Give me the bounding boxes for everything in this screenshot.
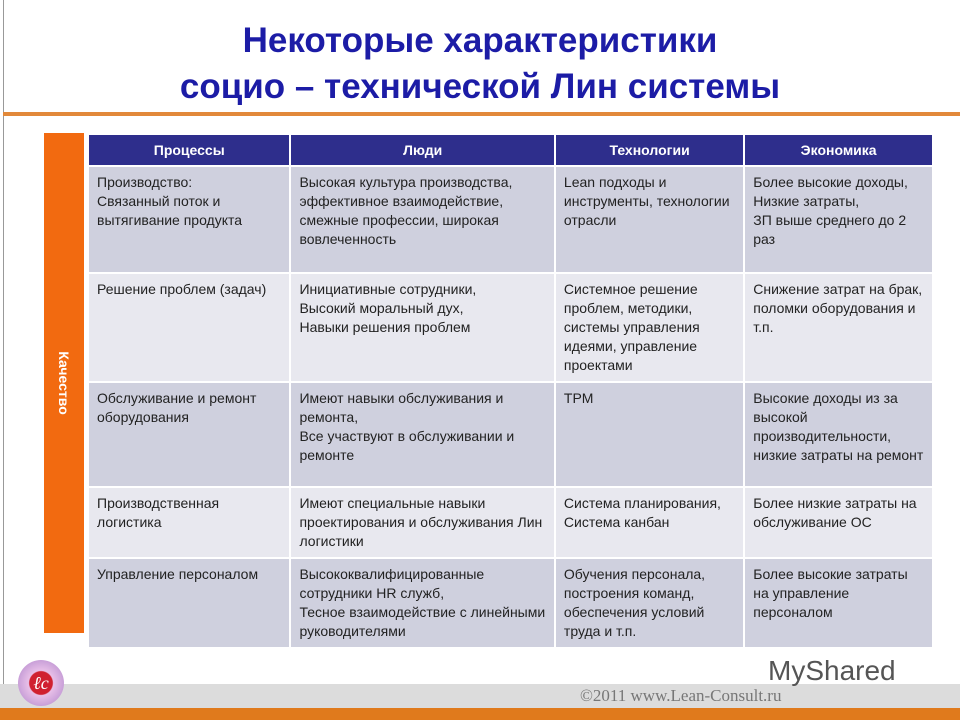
slide-title	[0, 18, 960, 110]
side-bar	[44, 133, 84, 633]
footer-band	[0, 684, 960, 708]
header-people: Люди	[290, 134, 554, 166]
table-cell: Управление персоналом	[88, 558, 290, 648]
table-cell: Снижение затрат на брак, поломки оборудования и т.п.	[744, 273, 933, 382]
bottom-bar	[0, 708, 960, 720]
table-row	[88, 166, 933, 273]
title-line-2: социо – технической Лин системы	[179, 67, 781, 106]
table-cell: Более высокие доходы, Низкие затраты, ЗП выше среднего до 2 раз	[744, 166, 933, 273]
table-cell: Высокие доходы из за высокой производительности, низкие затраты на ремонт	[744, 382, 933, 487]
header-technologies: Технологии	[555, 134, 744, 166]
table-cell: Инициативные сотрудники, Высокий моральный дух, Навыки решения проблем	[290, 273, 554, 382]
table-row	[88, 273, 933, 382]
table-cell: Обучения персонала, построения команд, обеспечения условий труда и т.п.	[555, 558, 744, 648]
table-cell: Более высокие затраты на управление персоналом	[744, 558, 933, 648]
table-cell: Высокая культура производства, эффективное взаимодействие, смежные профессии, широкая вовлеченность	[290, 166, 554, 273]
table-cell: Обслуживание и ремонт оборудования	[88, 382, 290, 487]
table-cell: Имеют навыки обслуживания и ремонта, Все участвуют в обслуживании и ремонте	[290, 382, 554, 487]
header-processes: Процессы	[88, 134, 290, 166]
side-label: Качество	[56, 351, 72, 415]
table-cell: Lean подходы и инструменты, технологии отрасли	[555, 166, 744, 273]
table-row	[88, 558, 933, 648]
table-row	[88, 382, 933, 487]
table-row	[88, 487, 933, 558]
table-cell: Система планирования, Система канбан	[555, 487, 744, 558]
myshared-watermark: MyShared	[768, 655, 896, 686]
table-cell: Имеют специальные навыки проектирования и обслуживания Лин логистики	[290, 487, 554, 558]
header-economics: Экономика	[744, 134, 933, 166]
table-cell: Системное решение проблем, методики, системы управления идеями, управление проектами	[555, 273, 744, 382]
table-cell: Производственная логистика	[88, 487, 290, 558]
lean-consult-logo: ℓc	[18, 660, 64, 706]
copyright: ©2011 www.Lean-Consult.ru	[580, 686, 782, 705]
table-cell: Производство: Связанный поток и вытягивание продукта	[88, 166, 290, 273]
table-cell: TPM	[555, 382, 744, 487]
table-cell: Высококвалифицированные сотрудники HR служб, Тесное взаимодействие с линейными руководителями	[290, 558, 554, 648]
title-divider	[3, 112, 960, 116]
table-cell: Более низкие затраты на обслуживание ОС	[744, 487, 933, 558]
title-line-1: Некоторые характеристики	[242, 21, 718, 60]
characteristics-table	[87, 133, 934, 649]
table-cell: Решение проблем (задач)	[88, 273, 290, 382]
